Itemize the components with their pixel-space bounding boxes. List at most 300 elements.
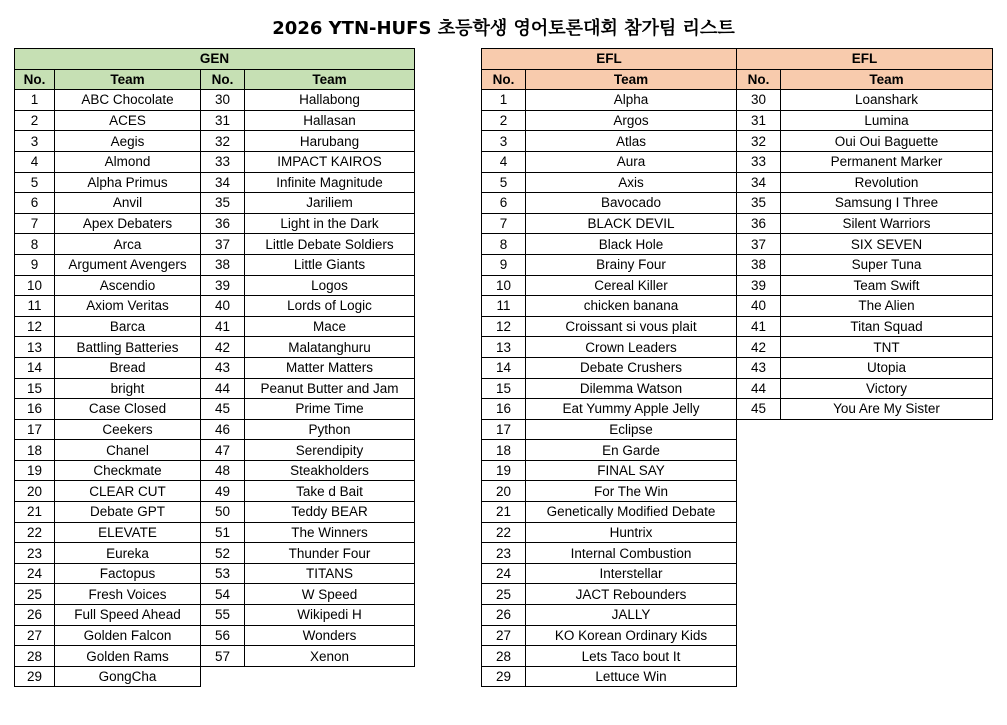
team-name-cell: Hallabong: [245, 90, 415, 111]
team-name-cell: Logos: [245, 275, 415, 296]
team-no-cell: 1: [482, 90, 526, 111]
team-no-cell: 2: [482, 110, 526, 131]
team-no-cell: 23: [482, 543, 526, 564]
team-no-cell: 18: [482, 440, 526, 461]
table-row: [15, 646, 415, 667]
team-no-cell: 25: [482, 584, 526, 605]
empty-cell: [781, 440, 993, 461]
table-row: [482, 357, 993, 378]
team-name-cell: Permanent Marker: [781, 151, 993, 172]
table-row: [482, 419, 993, 440]
team-no-cell: 34: [201, 172, 245, 193]
team-name-cell: Argos: [526, 110, 737, 131]
team-no-cell: 1: [15, 90, 55, 111]
team-no-cell: 8: [15, 234, 55, 255]
empty-cell: [737, 440, 781, 461]
team-name-cell: Brainy Four: [526, 254, 737, 275]
team-no-cell: 39: [201, 275, 245, 296]
team-name-cell: Samsung I Three: [781, 193, 993, 214]
team-no-cell: 26: [482, 605, 526, 626]
team-name-cell: Lords of Logic: [245, 296, 415, 317]
team-no-cell: 51: [201, 522, 245, 543]
team-no-cell: 45: [737, 399, 781, 420]
table-row: [482, 90, 993, 111]
empty-cell: [781, 481, 993, 502]
table-row: [482, 110, 993, 131]
team-no-cell: 48: [201, 460, 245, 481]
table-row: [15, 357, 415, 378]
team-no-cell: 33: [737, 151, 781, 172]
team-no-cell: 40: [201, 296, 245, 317]
team-no-cell: 46: [201, 419, 245, 440]
team-name-cell: Matter Matters: [245, 357, 415, 378]
team-no-cell: 20: [482, 481, 526, 502]
team-no-cell: 41: [737, 316, 781, 337]
team-name-cell: Revolution: [781, 172, 993, 193]
table-row: [482, 502, 993, 523]
team-no-cell: 9: [15, 254, 55, 275]
team-name-cell: Wikipedi H: [245, 605, 415, 626]
table-row: [482, 522, 993, 543]
team-no-cell: 21: [15, 502, 55, 523]
team-name-cell: Alpha Primus: [55, 172, 201, 193]
team-name-cell: Lettuce Win: [526, 666, 737, 687]
team-no-cell: 38: [737, 254, 781, 275]
team-no-cell: 33: [201, 151, 245, 172]
empty-cell: [781, 646, 993, 667]
team-no-cell: 19: [15, 460, 55, 481]
gen-col-team-left: Team: [55, 69, 201, 90]
team-name-cell: Crown Leaders: [526, 337, 737, 358]
team-name-cell: Battling Batteries: [55, 337, 201, 358]
team-name-cell: Ascendio: [55, 275, 201, 296]
team-no-cell: 44: [201, 378, 245, 399]
team-no-cell: 43: [201, 357, 245, 378]
team-name-cell: Checkmate: [55, 460, 201, 481]
table-row: [482, 584, 993, 605]
table-row: [15, 419, 415, 440]
team-no-cell: 31: [201, 110, 245, 131]
table-row: [15, 502, 415, 523]
team-no-cell: 2: [15, 110, 55, 131]
team-name-cell: chicken banana: [526, 296, 737, 317]
table-row: [15, 254, 415, 275]
team-name-cell: Light in the Dark: [245, 213, 415, 234]
team-name-cell: Argument Avengers: [55, 254, 201, 275]
team-no-cell: 44: [737, 378, 781, 399]
team-name-cell: Aegis: [55, 131, 201, 152]
team-no-cell: 23: [15, 543, 55, 564]
empty-cell: [781, 522, 993, 543]
team-name-cell: ABC Chocolate: [55, 90, 201, 111]
team-name-cell: Full Speed Ahead: [55, 605, 201, 626]
team-no-cell: 4: [15, 151, 55, 172]
efl-team-table: [481, 48, 993, 687]
team-name-cell: BLACK DEVIL: [526, 213, 737, 234]
team-no-cell: 14: [15, 357, 55, 378]
team-name-cell: The Winners: [245, 522, 415, 543]
team-name-cell: The Alien: [781, 296, 993, 317]
team-no-cell: 22: [482, 522, 526, 543]
team-name-cell: Barca: [55, 316, 201, 337]
team-name-cell: bright: [55, 378, 201, 399]
team-no-cell: 47: [201, 440, 245, 461]
team-name-cell: Serendipity: [245, 440, 415, 461]
team-no-cell: 37: [201, 234, 245, 255]
team-no-cell: 20: [15, 481, 55, 502]
team-no-cell: 43: [737, 357, 781, 378]
table-row: [15, 522, 415, 543]
team-name-cell: Debate GPT: [55, 502, 201, 523]
team-name-cell: For The Win: [526, 481, 737, 502]
table-row: [15, 605, 415, 626]
table-row: [15, 213, 415, 234]
table-row: [482, 646, 993, 667]
team-no-cell: 21: [482, 502, 526, 523]
team-name-cell: JACT Rebounders: [526, 584, 737, 605]
team-no-cell: 11: [482, 296, 526, 317]
team-name-cell: Mace: [245, 316, 415, 337]
table-row: [482, 605, 993, 626]
gen-team-table: [14, 48, 415, 687]
team-no-cell: 16: [482, 399, 526, 420]
team-no-cell: 27: [482, 625, 526, 646]
team-no-cell: 35: [201, 193, 245, 214]
team-name-cell: IMPACT KAIROS: [245, 151, 415, 172]
team-no-cell: 10: [482, 275, 526, 296]
team-no-cell: 29: [482, 666, 526, 687]
empty-cell: [781, 605, 993, 626]
team-no-cell: 38: [201, 254, 245, 275]
team-name-cell: En Garde: [526, 440, 737, 461]
table-row: [482, 460, 993, 481]
table-row: [15, 131, 415, 152]
table-row: [482, 254, 993, 275]
team-name-cell: ELEVATE: [55, 522, 201, 543]
team-no-cell: 36: [737, 213, 781, 234]
team-name-cell: Little Debate Soldiers: [245, 234, 415, 255]
team-no-cell: 6: [15, 193, 55, 214]
empty-cell: [781, 563, 993, 584]
table-row: [15, 90, 415, 111]
team-name-cell: Take d Bait: [245, 481, 415, 502]
empty-cell: [737, 646, 781, 667]
table-row: [482, 193, 993, 214]
team-no-cell: 10: [15, 275, 55, 296]
team-no-cell: 45: [201, 399, 245, 420]
table-row: [15, 337, 415, 358]
empty-cell: [737, 605, 781, 626]
empty-cell: [781, 460, 993, 481]
table-row: [482, 172, 993, 193]
team-name-cell: Python: [245, 419, 415, 440]
team-name-cell: Interstellar: [526, 563, 737, 584]
table-row: [15, 296, 415, 317]
team-no-cell: 42: [737, 337, 781, 358]
team-no-cell: 3: [15, 131, 55, 152]
team-name-cell: GongCha: [55, 666, 201, 687]
team-no-cell: 17: [15, 419, 55, 440]
team-name-cell: Golden Falcon: [55, 625, 201, 646]
table-row: [15, 543, 415, 564]
efl-section-title-right: EFL: [737, 49, 993, 70]
team-name-cell: Jariliem: [245, 193, 415, 214]
team-no-cell: 9: [482, 254, 526, 275]
table-row: [15, 460, 415, 481]
table-row: [15, 316, 415, 337]
team-no-cell: 41: [201, 316, 245, 337]
efl-col-team-left: Team: [526, 69, 737, 90]
empty-cell: [245, 666, 415, 687]
team-no-cell: 28: [482, 646, 526, 667]
table-row: [482, 563, 993, 584]
table-row: [482, 440, 993, 461]
team-no-cell: 5: [482, 172, 526, 193]
team-name-cell: Axiom Veritas: [55, 296, 201, 317]
team-no-cell: 5: [15, 172, 55, 193]
team-name-cell: Huntrix: [526, 522, 737, 543]
empty-cell: [781, 584, 993, 605]
team-no-cell: 12: [15, 316, 55, 337]
team-name-cell: You Are My Sister: [781, 399, 993, 420]
team-name-cell: TITANS: [245, 563, 415, 584]
team-name-cell: Victory: [781, 378, 993, 399]
team-name-cell: FINAL SAY: [526, 460, 737, 481]
team-no-cell: 27: [15, 625, 55, 646]
team-no-cell: 8: [482, 234, 526, 255]
team-no-cell: 17: [482, 419, 526, 440]
gen-col-no-left: No.: [15, 69, 55, 90]
table-row: [482, 316, 993, 337]
team-no-cell: 6: [482, 193, 526, 214]
team-name-cell: Eclipse: [526, 419, 737, 440]
team-name-cell: Case Closed: [55, 399, 201, 420]
team-no-cell: 7: [482, 213, 526, 234]
team-name-cell: Golden Rams: [55, 646, 201, 667]
team-no-cell: 57: [201, 646, 245, 667]
team-no-cell: 49: [201, 481, 245, 502]
gen-col-team-right: Team: [245, 69, 415, 90]
team-no-cell: 30: [201, 90, 245, 111]
table-row: [15, 666, 415, 687]
empty-cell: [737, 666, 781, 687]
team-name-cell: Fresh Voices: [55, 584, 201, 605]
team-no-cell: 19: [482, 460, 526, 481]
team-name-cell: Eureka: [55, 543, 201, 564]
table-row: [482, 234, 993, 255]
team-no-cell: 42: [201, 337, 245, 358]
team-name-cell: SIX SEVEN: [781, 234, 993, 255]
team-name-cell: KO Korean Ordinary Kids: [526, 625, 737, 646]
team-name-cell: Team Swift: [781, 275, 993, 296]
team-name-cell: Thunder Four: [245, 543, 415, 564]
table-row: [15, 110, 415, 131]
team-no-cell: 29: [15, 666, 55, 687]
team-name-cell: Little Giants: [245, 254, 415, 275]
table-row: [482, 399, 993, 420]
team-name-cell: Titan Squad: [781, 316, 993, 337]
empty-cell: [737, 481, 781, 502]
team-no-cell: 55: [201, 605, 245, 626]
team-no-cell: 54: [201, 584, 245, 605]
team-name-cell: Oui Oui Baguette: [781, 131, 993, 152]
team-name-cell: Aura: [526, 151, 737, 172]
team-no-cell: 14: [482, 357, 526, 378]
team-name-cell: Teddy BEAR: [245, 502, 415, 523]
team-no-cell: 31: [737, 110, 781, 131]
table-row: [15, 172, 415, 193]
table-row: [15, 584, 415, 605]
team-name-cell: Eat Yummy Apple Jelly: [526, 399, 737, 420]
team-no-cell: 13: [482, 337, 526, 358]
team-no-cell: 40: [737, 296, 781, 317]
team-name-cell: Cereal Killer: [526, 275, 737, 296]
empty-cell: [781, 543, 993, 564]
team-name-cell: Wonders: [245, 625, 415, 646]
efl-section-title-left: EFL: [482, 49, 737, 70]
table-row: [482, 337, 993, 358]
efl-col-no-left: No.: [482, 69, 526, 90]
team-no-cell: 3: [482, 131, 526, 152]
team-no-cell: 15: [15, 378, 55, 399]
team-no-cell: 36: [201, 213, 245, 234]
empty-cell: [737, 543, 781, 564]
team-name-cell: Factopus: [55, 563, 201, 584]
team-no-cell: 35: [737, 193, 781, 214]
team-name-cell: Apex Debaters: [55, 213, 201, 234]
gen-section-title: GEN: [15, 49, 415, 70]
team-no-cell: 15: [482, 378, 526, 399]
team-no-cell: 50: [201, 502, 245, 523]
table-row: [15, 440, 415, 461]
team-name-cell: Loanshark: [781, 90, 993, 111]
team-name-cell: Infinite Magnitude: [245, 172, 415, 193]
team-name-cell: Chanel: [55, 440, 201, 461]
team-name-cell: Malatanghuru: [245, 337, 415, 358]
empty-cell: [737, 563, 781, 584]
table-row: [15, 481, 415, 502]
team-no-cell: 12: [482, 316, 526, 337]
team-name-cell: Utopia: [781, 357, 993, 378]
empty-cell: [781, 419, 993, 440]
team-name-cell: Alpha: [526, 90, 737, 111]
team-no-cell: 22: [15, 522, 55, 543]
empty-cell: [737, 419, 781, 440]
team-name-cell: Xenon: [245, 646, 415, 667]
team-no-cell: 24: [15, 563, 55, 584]
team-name-cell: Prime Time: [245, 399, 415, 420]
table-row: [482, 296, 993, 317]
empty-cell: [737, 625, 781, 646]
table-row: [15, 378, 415, 399]
team-no-cell: 26: [15, 605, 55, 626]
empty-cell: [737, 584, 781, 605]
table-row: [15, 625, 415, 646]
empty-cell: [781, 666, 993, 687]
empty-cell: [737, 460, 781, 481]
team-name-cell: CLEAR CUT: [55, 481, 201, 502]
team-name-cell: Atlas: [526, 131, 737, 152]
table-row: [15, 399, 415, 420]
empty-cell: [781, 502, 993, 523]
team-name-cell: Peanut Butter and Jam: [245, 378, 415, 399]
team-no-cell: 13: [15, 337, 55, 358]
team-name-cell: Axis: [526, 172, 737, 193]
team-name-cell: Steakholders: [245, 460, 415, 481]
team-name-cell: Lumina: [781, 110, 993, 131]
empty-cell: [737, 502, 781, 523]
empty-cell: [781, 625, 993, 646]
empty-cell: [201, 666, 245, 687]
team-name-cell: Debate Crushers: [526, 357, 737, 378]
team-name-cell: Super Tuna: [781, 254, 993, 275]
table-row: [15, 234, 415, 255]
team-name-cell: W Speed: [245, 584, 415, 605]
team-no-cell: 32: [737, 131, 781, 152]
table-row: [15, 193, 415, 214]
empty-cell: [737, 522, 781, 543]
table-row: [15, 563, 415, 584]
team-no-cell: 56: [201, 625, 245, 646]
table-row: [15, 275, 415, 296]
team-no-cell: 16: [15, 399, 55, 420]
team-name-cell: Genetically Modified Debate: [526, 502, 737, 523]
team-name-cell: ACES: [55, 110, 201, 131]
table-row: [482, 275, 993, 296]
table-row: [482, 481, 993, 502]
team-name-cell: Lets Taco bout It: [526, 646, 737, 667]
table-row: [482, 625, 993, 646]
team-name-cell: Bread: [55, 357, 201, 378]
team-name-cell: Harubang: [245, 131, 415, 152]
team-no-cell: 28: [15, 646, 55, 667]
team-name-cell: Dilemma Watson: [526, 378, 737, 399]
team-no-cell: 34: [737, 172, 781, 193]
page-title: 2026 YTN-HUFS 초등학생 영어토론대회 참가팀 리스트: [272, 18, 735, 39]
team-name-cell: Internal Combustion: [526, 543, 737, 564]
table-row: [482, 151, 993, 172]
table-row: [482, 543, 993, 564]
team-no-cell: 18: [15, 440, 55, 461]
team-name-cell: Anvil: [55, 193, 201, 214]
team-no-cell: 25: [15, 584, 55, 605]
team-no-cell: 24: [482, 563, 526, 584]
team-no-cell: 53: [201, 563, 245, 584]
efl-col-team-right: Team: [781, 69, 993, 90]
table-row: [482, 213, 993, 234]
team-name-cell: Almond: [55, 151, 201, 172]
team-no-cell: 30: [737, 90, 781, 111]
team-name-cell: Black Hole: [526, 234, 737, 255]
table-row: [482, 378, 993, 399]
team-name-cell: Hallasan: [245, 110, 415, 131]
team-no-cell: 39: [737, 275, 781, 296]
gen-col-no-right: No.: [201, 69, 245, 90]
table-row: [15, 151, 415, 172]
team-name-cell: Silent Warriors: [781, 213, 993, 234]
team-name-cell: TNT: [781, 337, 993, 358]
team-name-cell: Bavocado: [526, 193, 737, 214]
team-no-cell: 32: [201, 131, 245, 152]
team-name-cell: Croissant si vous plait: [526, 316, 737, 337]
team-no-cell: 37: [737, 234, 781, 255]
efl-col-no-right: No.: [737, 69, 781, 90]
team-name-cell: Arca: [55, 234, 201, 255]
team-name-cell: Ceekers: [55, 419, 201, 440]
team-no-cell: 7: [15, 213, 55, 234]
table-row: [482, 666, 993, 687]
team-no-cell: 52: [201, 543, 245, 564]
